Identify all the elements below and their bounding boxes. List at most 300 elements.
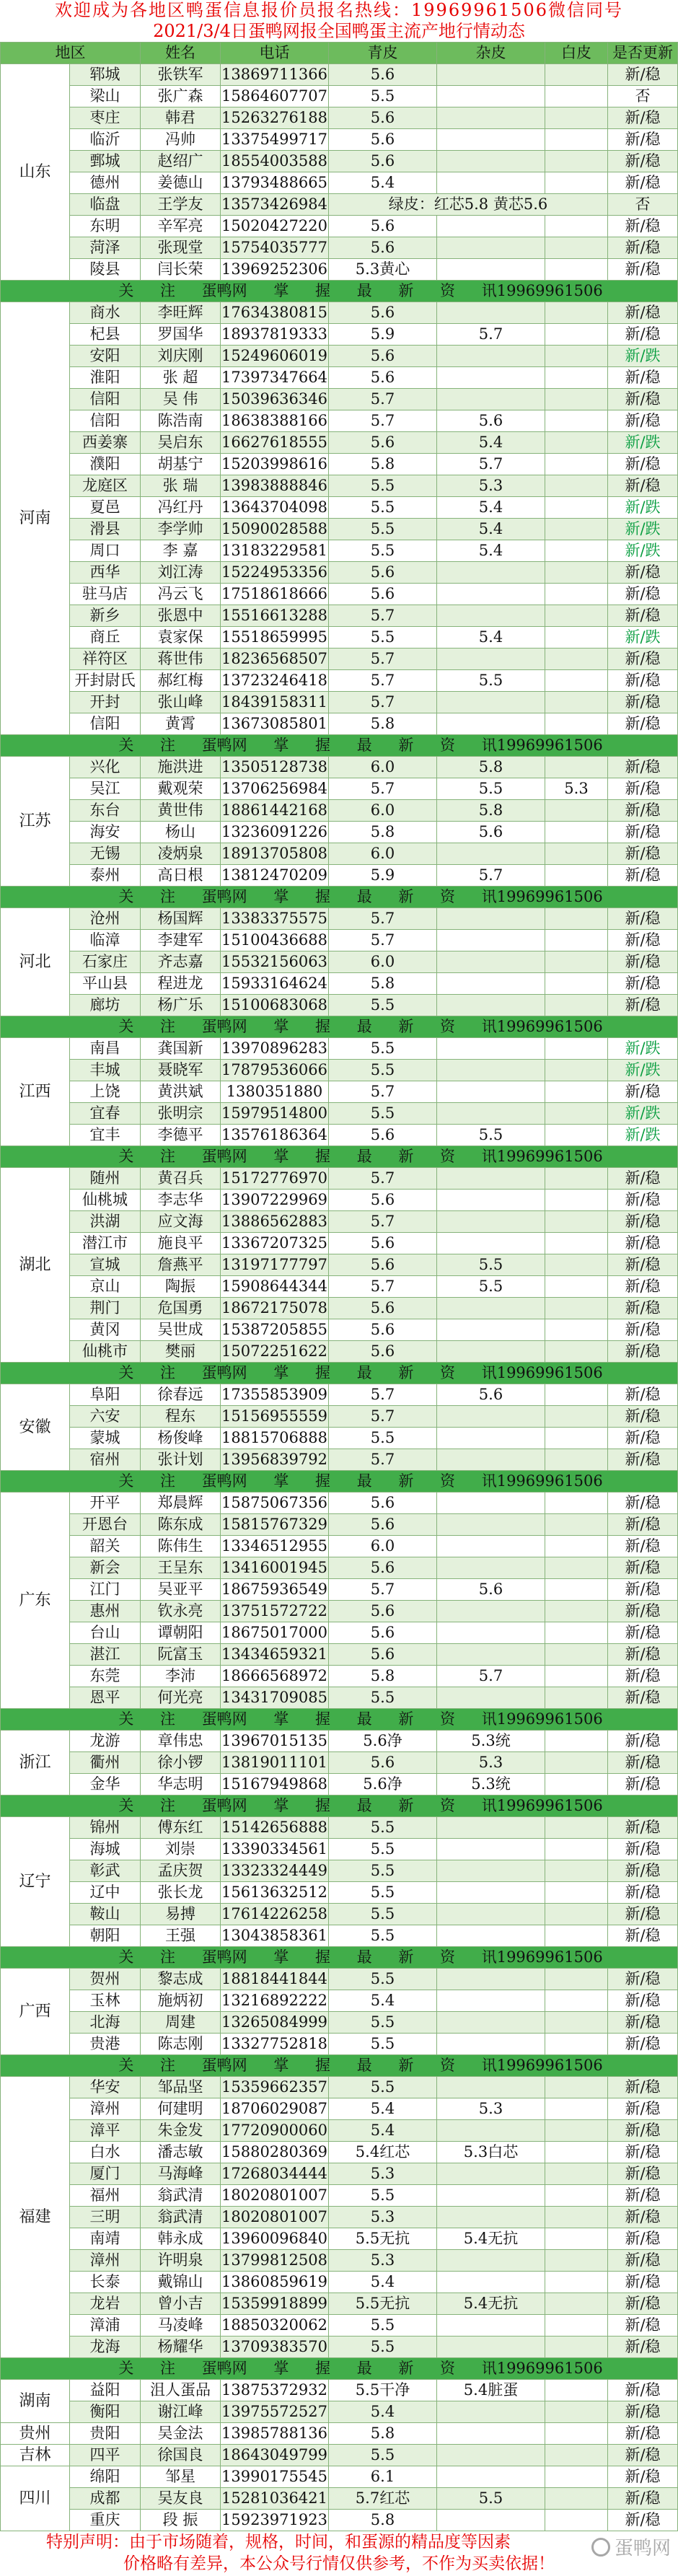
green-shell-price-cell: 5.6净	[329, 1731, 437, 1752]
white-shell-price-cell	[545, 410, 608, 432]
mixed-shell-price-cell	[437, 2034, 545, 2055]
price-note-cell: 绿皮：红芯5.8 黄芯5.6	[329, 194, 608, 216]
mixed-shell-price-cell	[437, 1428, 545, 1449]
reporter-name-cell: 张明宗	[141, 1103, 221, 1125]
reporter-name-cell: 李志华	[141, 1190, 221, 1211]
reporter-name-cell: 齐志嘉	[141, 951, 221, 973]
green-shell-price-cell: 5.5	[329, 1060, 437, 1081]
mixed-shell-price-cell	[437, 2272, 545, 2293]
white-shell-price-cell	[545, 1839, 608, 1860]
city-cell: 新乡	[70, 605, 141, 627]
phone-cell: 18439158311	[221, 692, 329, 713]
phone-cell: 18638388166	[221, 410, 329, 432]
white-shell-price-cell	[545, 2250, 608, 2272]
mixed-shell-price-cell: 5.4无抗	[437, 2228, 545, 2250]
white-shell-price-cell	[545, 1319, 608, 1341]
reporter-name-cell: 刘江涛	[141, 562, 221, 584]
white-shell-price-cell	[545, 562, 608, 584]
white-shell-price-cell	[545, 713, 608, 735]
update-status-cell: 新/稳	[608, 1276, 678, 1298]
reporter-name-cell: 施洪进	[141, 757, 221, 778]
white-shell-price-cell	[545, 86, 608, 107]
phone-cell: 13875372932	[221, 2380, 329, 2401]
reporter-name-cell: 詹燕平	[141, 1254, 221, 1276]
update-status-cell: 新/稳	[608, 2185, 678, 2207]
city-cell: 上饶	[70, 1081, 141, 1103]
white-shell-price-cell	[545, 497, 608, 519]
phone-cell: 15263276188	[221, 107, 329, 129]
green-shell-price-cell: 5.5	[329, 2315, 437, 2337]
green-shell-price-cell: 5.7	[329, 930, 437, 951]
reporter-name-cell: 黄召兵	[141, 1168, 221, 1190]
mixed-shell-price-cell: 5.4	[437, 540, 545, 562]
city-cell: 重庆	[70, 2510, 141, 2531]
phone-cell: 17355853909	[221, 1384, 329, 1406]
city-cell: 仙桃市	[70, 1341, 141, 1363]
white-shell-price-cell	[545, 2142, 608, 2163]
reporter-name-cell: 潘志敏	[141, 2142, 221, 2163]
white-shell-price-cell	[545, 2510, 608, 2531]
update-status-cell: 新/稳	[608, 1579, 678, 1601]
mixed-shell-price-cell	[437, 843, 545, 865]
reporter-name-cell: 周建	[141, 2012, 221, 2034]
phone-cell: 13346512955	[221, 1536, 329, 1557]
update-status-cell: 新/稳	[608, 1752, 678, 1774]
city-cell: 安阳	[70, 346, 141, 367]
reporter-name-cell: 郝红梅	[141, 670, 221, 692]
follow-banner: 关 注 蛋鸭网 掌 握 最 新 资 讯19969961506	[1, 2358, 678, 2380]
green-shell-price-cell: 5.6	[329, 1190, 437, 1211]
mixed-shell-price-cell	[437, 649, 545, 670]
green-shell-price-cell: 5.7	[329, 649, 437, 670]
white-shell-price-cell	[545, 843, 608, 865]
city-cell: 信阳	[70, 410, 141, 432]
city-cell: 四平	[70, 2445, 141, 2466]
city-cell: 龙海	[70, 2337, 141, 2358]
update-status-cell: 新/跌	[608, 1038, 678, 1060]
white-shell-price-cell	[545, 1276, 608, 1298]
update-status-cell: 新/稳	[608, 1319, 678, 1341]
phone-cell: 18666568972	[221, 1666, 329, 1687]
green-shell-price-cell: 5.8	[329, 973, 437, 995]
phone-cell: 13327752818	[221, 2034, 329, 2055]
mixed-shell-price-cell	[437, 1211, 545, 1233]
reporter-name-cell: 韩永成	[141, 2228, 221, 2250]
city-cell: 鞍山	[70, 1904, 141, 1925]
phone-cell: 13375499717	[221, 129, 329, 151]
update-status-cell: 新/跌	[608, 346, 678, 367]
phone-cell: 18020801007	[221, 2207, 329, 2228]
green-shell-price-cell: 5.5	[329, 1817, 437, 1839]
reporter-name-cell: 闫长荣	[141, 259, 221, 281]
update-status-cell: 新/稳	[608, 1622, 678, 1644]
green-shell-price-cell: 6.1	[329, 2466, 437, 2488]
city-cell: 开恩台	[70, 1514, 141, 1536]
reporter-name-cell: 张山峰	[141, 692, 221, 713]
update-status-cell: 新/稳	[608, 129, 678, 151]
white-shell-price-cell	[545, 1904, 608, 1925]
reporter-name-cell: 张恩中	[141, 605, 221, 627]
update-status-cell: 新/稳	[608, 1536, 678, 1557]
green-shell-price-cell: 5.6	[329, 107, 437, 129]
reporter-name-cell: 刘庆刚	[141, 346, 221, 367]
white-shell-price-cell	[545, 1341, 608, 1363]
white-shell-price-cell	[545, 1168, 608, 1190]
update-status-cell: 新/稳	[608, 172, 678, 194]
phone-cell: 13416001945	[221, 1557, 329, 1579]
green-shell-price-cell: 5.5	[329, 540, 437, 562]
phone-cell: 13860859619	[221, 2272, 329, 2293]
green-shell-price-cell: 5.5	[329, 2012, 437, 2034]
white-shell-price-cell	[545, 1622, 608, 1644]
white-shell-price-cell	[545, 757, 608, 778]
city-cell: 德州	[70, 172, 141, 194]
city-cell: 漳平	[70, 2120, 141, 2142]
mixed-shell-price-cell	[437, 2423, 545, 2445]
update-status-cell: 新/稳	[608, 2380, 678, 2401]
reporter-name-cell: 吴启东	[141, 432, 221, 454]
column-header-phone: 电话	[221, 43, 329, 64]
green-shell-price-cell: 5.6	[329, 1298, 437, 1319]
phone-cell: 17720900060	[221, 2120, 329, 2142]
green-shell-price-cell: 5.8	[329, 1666, 437, 1687]
phone-cell: 13985788136	[221, 2423, 329, 2445]
white-shell-price-cell	[545, 1514, 608, 1536]
city-cell: 龙游	[70, 1731, 141, 1752]
mixed-shell-price-cell	[437, 1038, 545, 1060]
mixed-shell-price-cell	[437, 1060, 545, 1081]
city-cell: 仙桃城	[70, 1190, 141, 1211]
update-status-cell: 新/稳	[608, 475, 678, 497]
reporter-name-cell: 邹品坚	[141, 2077, 221, 2098]
phone-cell: 15815767329	[221, 1514, 329, 1536]
region-cell: 吉林	[1, 2445, 70, 2466]
white-shell-price-cell	[545, 237, 608, 259]
mixed-shell-price-cell: 5.3	[437, 475, 545, 497]
city-cell: 益阳	[70, 2380, 141, 2401]
phone-cell: 13183229581	[221, 540, 329, 562]
reporter-name-cell: 王呈东	[141, 1557, 221, 1579]
update-status-cell: 新/稳	[608, 2207, 678, 2228]
city-cell: 南靖	[70, 2228, 141, 2250]
disclaimer-line-1: 特别声明：由于市场随着，规格，时间，和蛋源的精品度等因素	[46, 2533, 511, 2551]
follow-banner: 关 注 蛋鸭网 掌 握 最 新 资 讯19969961506	[1, 1795, 678, 1817]
green-shell-price-cell: 5.9	[329, 324, 437, 346]
green-shell-price-cell: 5.4红芯	[329, 2142, 437, 2163]
green-shell-price-cell: 5.6净	[329, 1774, 437, 1795]
city-cell: 吴江	[70, 778, 141, 800]
city-cell: 三明	[70, 2207, 141, 2228]
phone-cell: 15281036421	[221, 2488, 329, 2510]
green-shell-price-cell: 5.5	[329, 1687, 437, 1709]
mixed-shell-price-cell	[437, 2120, 545, 2142]
city-cell: 祥符区	[70, 649, 141, 670]
reporter-name-cell: 陈东成	[141, 1514, 221, 1536]
reporter-name-cell: 张广森	[141, 86, 221, 107]
phone-cell: 13367207325	[221, 1233, 329, 1254]
green-shell-price-cell: 5.6	[329, 1622, 437, 1644]
white-shell-price-cell	[545, 1493, 608, 1514]
white-shell-price-cell	[545, 973, 608, 995]
city-cell: 龙岩	[70, 2293, 141, 2315]
white-shell-price-cell	[545, 605, 608, 627]
recruitment-headline: 欢迎成为各地区鸭蛋信息报价员报名热线：19969961506微信同号	[55, 0, 623, 20]
region-cell: 安徽	[1, 1384, 70, 1471]
phone-cell: 13751572722	[221, 1601, 329, 1622]
region-cell: 辽宁	[1, 1817, 70, 1947]
white-shell-price-cell	[545, 2012, 608, 2034]
phone-cell: 15203998616	[221, 454, 329, 475]
white-shell-price-cell	[545, 302, 608, 324]
phone-cell: 18818441844	[221, 1969, 329, 1990]
reporter-name-cell: 李建军	[141, 930, 221, 951]
green-shell-price-cell: 5.7	[329, 1168, 437, 1190]
update-status-cell: 新/稳	[608, 1990, 678, 2012]
update-status-cell: 新/稳	[608, 2315, 678, 2337]
reporter-name-cell: 朱金发	[141, 2120, 221, 2142]
mixed-shell-price-cell	[437, 995, 545, 1016]
column-header-green-shell: 青皮	[329, 43, 437, 64]
city-cell: 驻马店	[70, 584, 141, 605]
white-shell-price-cell	[545, 1774, 608, 1795]
region-cell: 山东	[1, 64, 70, 281]
reporter-name-cell: 张 瑞	[141, 475, 221, 497]
mixed-shell-price-cell	[437, 2315, 545, 2337]
city-cell: 湛江	[70, 1644, 141, 1666]
reporter-name-cell: 张铁军	[141, 64, 221, 86]
update-status-cell: 新/稳	[608, 389, 678, 410]
white-shell-price-cell	[545, 1233, 608, 1254]
update-status-cell: 新/稳	[608, 2034, 678, 2055]
phone-cell: 13265084999	[221, 2012, 329, 2034]
reporter-name-cell: 李学帅	[141, 519, 221, 540]
white-shell-price-cell	[545, 1254, 608, 1276]
update-status-cell: 新/稳	[608, 2466, 678, 2488]
green-shell-price-cell: 5.4	[329, 172, 437, 194]
mixed-shell-price-cell: 5.4	[437, 519, 545, 540]
column-header-white-shell: 白皮	[545, 43, 608, 64]
phone-cell: 15359662357	[221, 2077, 329, 2098]
mixed-shell-price-cell	[437, 1860, 545, 1882]
green-shell-price-cell: 5.7	[329, 410, 437, 432]
phone-cell: 13043858361	[221, 1925, 329, 1947]
reporter-name-cell: 程进龙	[141, 973, 221, 995]
green-shell-price-cell: 5.5	[329, 1839, 437, 1860]
city-cell: 彰武	[70, 1860, 141, 1882]
white-shell-price-cell	[545, 1081, 608, 1103]
phone-cell: 13576186364	[221, 1125, 329, 1146]
phone-cell: 17879536066	[221, 1060, 329, 1081]
mixed-shell-price-cell	[437, 389, 545, 410]
white-shell-price-cell	[545, 692, 608, 713]
city-cell: 潜江市	[70, 1233, 141, 1254]
green-shell-price-cell: 5.5	[329, 627, 437, 649]
phone-cell: 13431709085	[221, 1687, 329, 1709]
update-status-cell: 新/稳	[608, 692, 678, 713]
reporter-name-cell: 陶振	[141, 1276, 221, 1298]
white-shell-price-cell	[545, 2163, 608, 2185]
mixed-shell-price-cell	[437, 1904, 545, 1925]
update-status-cell: 新/稳	[608, 1211, 678, 1233]
phone-cell: 15249606019	[221, 346, 329, 367]
white-shell-price-cell	[545, 822, 608, 843]
reporter-name-cell: 戴观荣	[141, 778, 221, 800]
reporter-name-cell: 危国勇	[141, 1298, 221, 1319]
reporter-name-cell: 应文海	[141, 1211, 221, 1233]
green-shell-price-cell: 5.6	[329, 129, 437, 151]
green-shell-price-cell: 5.5	[329, 1882, 437, 1904]
city-cell: 东台	[70, 800, 141, 822]
phone-cell: 18850320062	[221, 2315, 329, 2337]
follow-banner: 关 注 蛋鸭网 掌 握 最 新 资 讯19969961506	[1, 281, 678, 302]
reporter-name-cell: 徐小锣	[141, 1752, 221, 1774]
update-status-cell: 新/稳	[608, 2250, 678, 2272]
white-shell-price-cell	[545, 1601, 608, 1622]
city-cell: 海城	[70, 1839, 141, 1860]
mixed-shell-price-cell	[437, 1168, 545, 1190]
white-shell-price-cell	[545, 1666, 608, 1687]
update-status-cell: 新/稳	[608, 951, 678, 973]
green-shell-price-cell: 5.6	[329, 1644, 437, 1666]
phone-cell: 15754035777	[221, 237, 329, 259]
update-status-cell: 新/稳	[608, 1449, 678, 1471]
white-shell-price-cell	[545, 107, 608, 129]
phone-cell: 15100436688	[221, 930, 329, 951]
follow-banner: 关 注 蛋鸭网 掌 握 最 新 资 讯19969961506	[1, 1709, 678, 1731]
city-cell: 贵港	[70, 2034, 141, 2055]
mixed-shell-price-cell: 5.7	[437, 324, 545, 346]
city-cell: 洪湖	[70, 1211, 141, 1233]
mixed-shell-price-cell	[437, 302, 545, 324]
reporter-name-cell: 吴 伟	[141, 389, 221, 410]
phone-cell: 1380351880	[221, 1081, 329, 1103]
mixed-shell-price-cell	[437, 1449, 545, 1471]
city-cell: 新会	[70, 1557, 141, 1579]
white-shell-price-cell	[545, 951, 608, 973]
mixed-shell-price-cell	[437, 1319, 545, 1341]
mixed-shell-price-cell	[437, 259, 545, 281]
reporter-name-cell: 冯帅	[141, 129, 221, 151]
phone-cell: 18675936549	[221, 1579, 329, 1601]
green-shell-price-cell: 5.7	[329, 605, 437, 627]
white-shell-price-cell	[545, 865, 608, 887]
mixed-shell-price-cell	[437, 2250, 545, 2272]
city-cell: 北海	[70, 2012, 141, 2034]
phone-cell: 18675017000	[221, 1622, 329, 1644]
city-cell: 泰州	[70, 865, 141, 887]
mixed-shell-price-cell	[437, 930, 545, 951]
reporter-name-cell: 阮富玉	[141, 1644, 221, 1666]
white-shell-price-cell: 5.3	[545, 778, 608, 800]
city-cell: 开封尉氏	[70, 670, 141, 692]
update-status-cell: 新/稳	[608, 2142, 678, 2163]
city-cell: 台山	[70, 1622, 141, 1644]
update-status-cell: 新/稳	[608, 1601, 678, 1622]
city-cell: 信阳	[70, 713, 141, 735]
phone-cell: 13907229969	[221, 1190, 329, 1211]
mixed-shell-price-cell	[437, 951, 545, 973]
reporter-name-cell: 黄世伟	[141, 800, 221, 822]
city-cell: 海安	[70, 822, 141, 843]
update-status-cell: 新/稳	[608, 1168, 678, 1190]
phone-cell: 13505128738	[221, 757, 329, 778]
city-cell: 朝阳	[70, 1925, 141, 1947]
white-shell-price-cell	[545, 1925, 608, 1947]
update-status-cell: 新/跌	[608, 519, 678, 540]
phone-cell: 13869711366	[221, 64, 329, 86]
white-shell-price-cell	[545, 1060, 608, 1081]
city-cell: 东莞	[70, 1666, 141, 1687]
mixed-shell-price-cell	[437, 1817, 545, 1839]
city-cell: 衢州	[70, 1752, 141, 1774]
phone-cell: 13390334561	[221, 1839, 329, 1860]
mixed-shell-price-cell	[437, 107, 545, 129]
update-status-cell: 新/稳	[608, 1860, 678, 1882]
white-shell-price-cell	[545, 389, 608, 410]
mixed-shell-price-cell: 5.4	[437, 627, 545, 649]
watermark-logo	[591, 2533, 671, 2560]
white-shell-price-cell	[545, 1298, 608, 1319]
white-shell-price-cell	[545, 2423, 608, 2445]
phone-cell: 15172776970	[221, 1168, 329, 1190]
mixed-shell-price-cell: 5.4	[437, 432, 545, 454]
update-status-cell: 新/稳	[608, 1925, 678, 1947]
region-cell: 浙江	[1, 1731, 70, 1795]
reporter-name-cell: 黄洪斌	[141, 1081, 221, 1103]
disclaimer-line-2: 价格略有差异，本公众号行情仅供参考，不作为买卖依据！	[123, 2554, 555, 2573]
mixed-shell-price-cell	[437, 2337, 545, 2358]
update-status-cell: 新/稳	[608, 1081, 678, 1103]
white-shell-price-cell	[545, 2185, 608, 2207]
mixed-shell-price-cell: 5.8	[437, 757, 545, 778]
green-shell-price-cell: 5.6	[329, 1341, 437, 1363]
region-cell: 广东	[1, 1493, 70, 1709]
reporter-name-cell: 高日根	[141, 865, 221, 887]
reporter-name-cell: 杨国辉	[141, 908, 221, 930]
white-shell-price-cell	[545, 475, 608, 497]
white-shell-price-cell	[545, 259, 608, 281]
reporter-name-cell: 施良平	[141, 1233, 221, 1254]
green-shell-price-cell: 5.4	[329, 2120, 437, 2142]
city-cell: 贵阳	[70, 2423, 141, 2445]
mixed-shell-price-cell	[437, 2185, 545, 2207]
reporter-name-cell: 蒋世伟	[141, 649, 221, 670]
city-cell: 周口	[70, 540, 141, 562]
reporter-name-cell: 谭朝阳	[141, 1622, 221, 1644]
white-shell-price-cell	[545, 519, 608, 540]
city-cell: 淮阳	[70, 367, 141, 389]
mixed-shell-price-cell	[437, 151, 545, 172]
reporter-name-cell: 黄霄	[141, 713, 221, 735]
city-cell: 临沂	[70, 129, 141, 151]
column-header-update-status: 是否更新	[608, 43, 678, 64]
update-status-cell: 新/稳	[608, 324, 678, 346]
white-shell-price-cell	[545, 2207, 608, 2228]
mixed-shell-price-cell	[437, 237, 545, 259]
city-cell: 石家庄	[70, 951, 141, 973]
phone-cell: 15387205855	[221, 1319, 329, 1341]
mixed-shell-price-cell	[437, 1298, 545, 1319]
white-shell-price-cell	[545, 1190, 608, 1211]
white-shell-price-cell	[545, 1882, 608, 1904]
phone-cell: 15359918899	[221, 2293, 329, 2315]
white-shell-price-cell	[545, 1817, 608, 1839]
mixed-shell-price-cell	[437, 1687, 545, 1709]
city-cell: 辽中	[70, 1882, 141, 1904]
reporter-name-cell: 马凌峰	[141, 2315, 221, 2337]
mixed-shell-price-cell	[437, 1601, 545, 1622]
mixed-shell-price-cell	[437, 1233, 545, 1254]
